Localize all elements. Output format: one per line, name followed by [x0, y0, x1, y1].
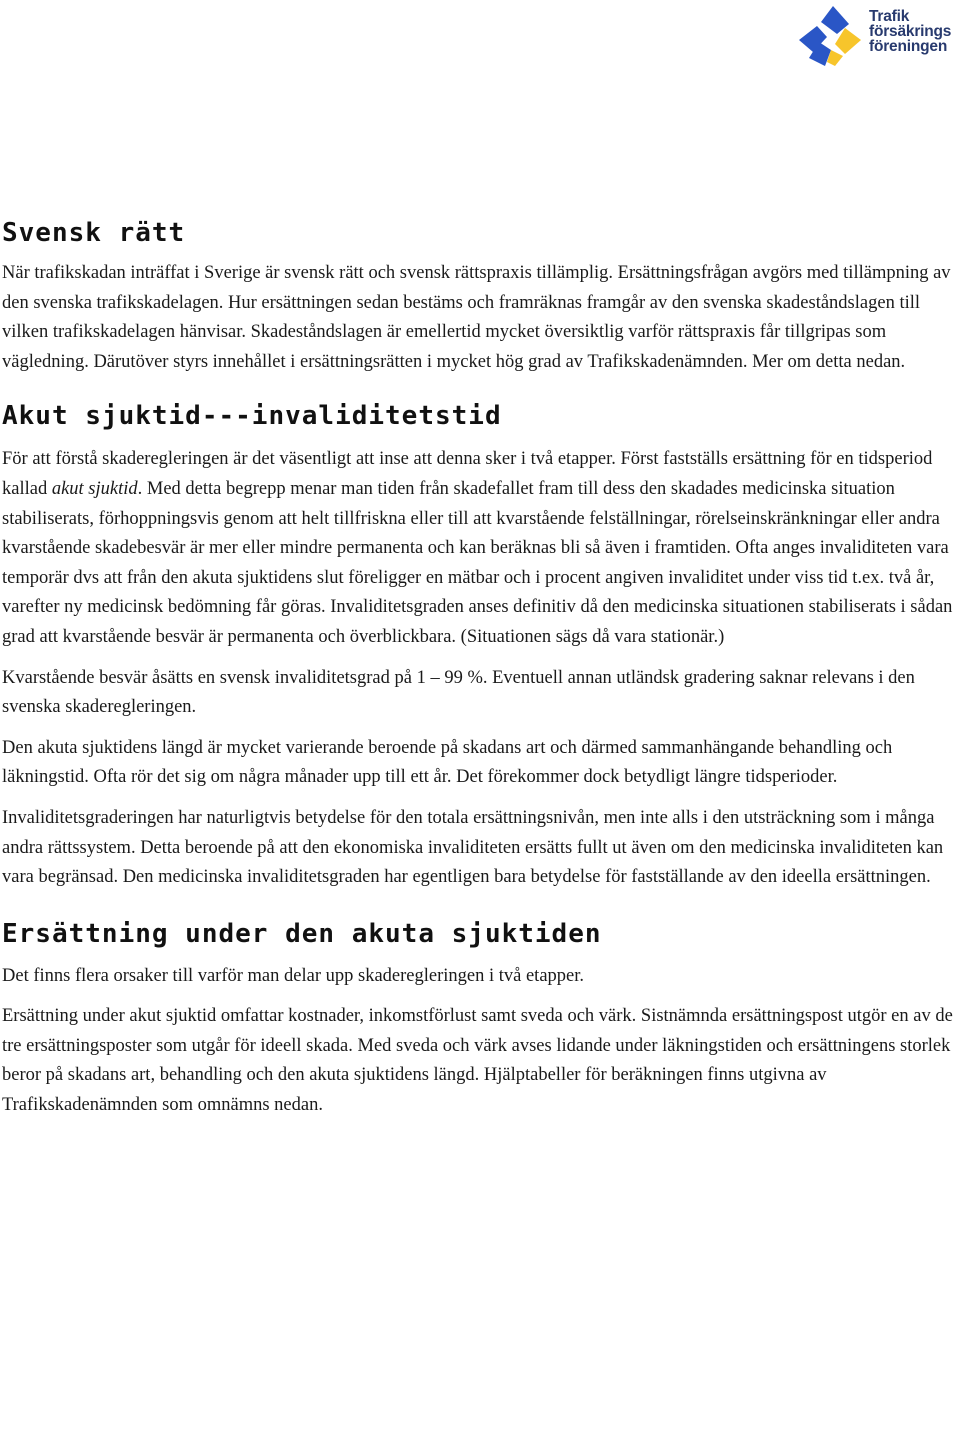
paragraph-invaliditetsgradering: Invaliditetsgraderingen har naturligtvis betydelse för den totala ersättningsnivån, men inte alls i den utsträckning som i många andra rättssystem. Detta beroende på att den ekonomiska invaliditeten ersätts fullt ut även om den medicinska invaliditeten kan vara begränsad. Den medicinska invaliditetsgraden har egentligen bara betydelse för fastställande av den ideella ersättningen.: [2, 807, 944, 888]
term-akut-sjuktid: akut sjuktid: [51, 478, 138, 499]
paragraph-svensk-ratt: När trafikskadan inträffat i Sverige är svensk rätt och svensk rättspraxis tillämplig. Ersättningsfrågan avgörs med tillämpning av den svenska trafikskadelagen. Hur ersättningen sedan bestäms och framräknas framgår av den svenska skadeståndslagen till vilken trafikskadelagen hänvisar. Skadeståndslagen är emellertid mycket översiktlig varför rättspraxis får tillgripas som vägledning. Därutöver styrs innehållet i ersättningsrätten i mycket hög grad av Trafikskadenämnden. Mer om detta nedan.: [2, 263, 951, 372]
paragraph-ersattning-omfattar: Ersättning under akut sjuktid omfattar kostnader, inkomstförlust samt sveda och värk. Sistnämnda ersättningspost utgör en av de tre ersättningsposter som utgår för ideell skada. Med sveda och värk avses lidande under läkningstiden och ersättningens storlek beror på skadans art, behandling och den akuta sjuktidens längd. Hjälptabeller för beräkningen finns utgivna av Trafikskadenämnden som omnämns nedan.: [2, 1006, 953, 1116]
document-body: [2, 214, 958, 1121]
paragraph-sjuktidens-langd: Den akuta sjuktidens längd är mycket varierande beroende på skadans art och därmed sammanhängande behandling och läkningstid. Ofta rör det sig om några månader upp till ett år. Det förekommer dock betydligt längre tidsperioder.: [2, 737, 893, 788]
intro-text-part-1: För att förstå skaderegleringen är det väsentligt att inse att denna sker i två etapper. Först fastställs ersättning för en tidsperiod kallad: [2, 449, 933, 499]
paragraph-invaliditetsgrad: Kvarstående besvär åsätts en svensk invaliditetsgrad på 1 – 99 %. Eventuell annan utländsk gradering saknar relevans i den svenska skaderegleringen.: [2, 667, 915, 718]
paragraph-orsaker: Det finns flera orsaker till varför man delar upp skaderegleringen i två etapper.: [2, 965, 585, 986]
logo-line-1: Trafik: [869, 8, 910, 25]
paragraph-akut-sjuktid-intro: [2, 445, 958, 652]
heading-akut-sjuktid: Akut sjuktid---invaliditetstid: [2, 401, 502, 432]
heading-ersattning-akut: Ersättning under den akuta sjuktiden: [2, 918, 602, 949]
logo-line-3: föreningen: [869, 38, 948, 55]
logo-line-2: försäkrings: [869, 23, 952, 40]
intro-text-part-2: . Med detta begrepp menar man tiden från skadefallet fram till dess den skadades medicinska situation stabiliserats, förhoppningsvis genom att helt tillfriskna eller till att kvarstående felställningar, rörelseinskränkningar eller andra kvarstående skadebesvär är mer eller mindre permanenta och kan beräknas bli så även i framtiden. Ofta anges invaliditeten vara temporär dvs att från den akuta sjuktidens slut föreligger en mätbar och i procent angiven invaliditet under viss tid t.ex. två år, varefter ny medicinsk bedömning får göras. Invaliditetsgraden anses definitiv då den medicinska situationen stabiliserats i sådan grad att kvarstående besvär är permanenta och överblickbara. (Situationen sägs då vara stationär.): [2, 478, 953, 647]
logo-star-icon: [797, 4, 863, 68]
heading-svensk-ratt: Svensk rätt: [2, 218, 186, 248]
logo-wordmark: [869, 9, 951, 54]
organization-logo: [797, 4, 957, 68]
